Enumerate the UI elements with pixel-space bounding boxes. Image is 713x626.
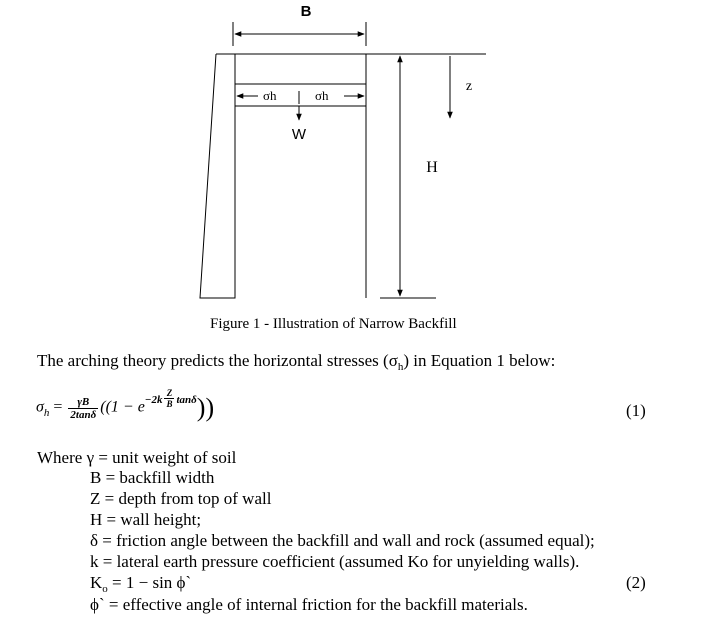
eq1-lhs: σ: [36, 398, 44, 416]
def-b: B = backfill width: [90, 468, 215, 487]
label-b: B: [300, 3, 312, 20]
def-delta: δ = friction angle between the backfill and wall and rock (assumed equal);: [90, 531, 595, 550]
eq1-close: )): [196, 393, 215, 422]
intro-paragraph: [37, 351, 555, 371]
eq1-frac-den: 2tanδ: [70, 408, 97, 421]
eq1-lhs-sub: h: [43, 406, 50, 419]
intro-text-sub: h: [397, 361, 404, 373]
figure-caption: Figure 1 - Illustration of Narrow Backfill: [210, 316, 457, 332]
eq1-exp-prefix: −2k: [144, 393, 163, 406]
def-ko-sub: o: [102, 583, 108, 595]
eq1-frac-num: γB: [68, 396, 98, 409]
def-ko-rest: = 1 − sin ϕ`: [107, 573, 192, 592]
def-k: k = lateral earth pressure coefficient (assumed Ko for unyielding walls).: [90, 552, 580, 571]
eq1-open: ((1 − e: [100, 398, 145, 416]
def-phi: ϕ` = effective angle of internal friction for the backfill materials.: [90, 595, 528, 614]
def-ko: [90, 573, 191, 593]
left-wall: [200, 54, 235, 298]
eq1-exp-frac-den: B: [166, 398, 173, 409]
intro-text-before: The arching theory predicts the horizontal stresses (σ: [37, 351, 398, 370]
def-z: Z = depth from top of wall: [90, 489, 272, 508]
eq1-exp-frac-num: Z: [164, 388, 174, 399]
equation-2-number: (2): [626, 573, 646, 592]
def-gamma: γ = unit weight of soil: [86, 448, 237, 467]
eq1-fraction: [68, 396, 98, 421]
label-sigma-left: σh: [263, 88, 277, 103]
label-z: z: [465, 79, 473, 94]
label-h: H: [426, 159, 438, 176]
label-sigma-right: σh: [315, 88, 329, 103]
def-ko-main: K: [90, 573, 103, 592]
label-w: W: [291, 126, 307, 143]
where-prefix: Where: [37, 448, 87, 467]
def-h: H = wall height;: [90, 510, 202, 529]
where-line: [37, 448, 236, 468]
equation-1-number: (1): [626, 401, 646, 420]
eq1-exp-suffix: tanδ: [176, 393, 197, 406]
eq1-equals: =: [53, 398, 63, 416]
eq1-exp-fraction: [164, 388, 174, 409]
intro-text-after: ) in Equation 1 below:: [403, 351, 556, 370]
equation-1: [36, 387, 215, 423]
